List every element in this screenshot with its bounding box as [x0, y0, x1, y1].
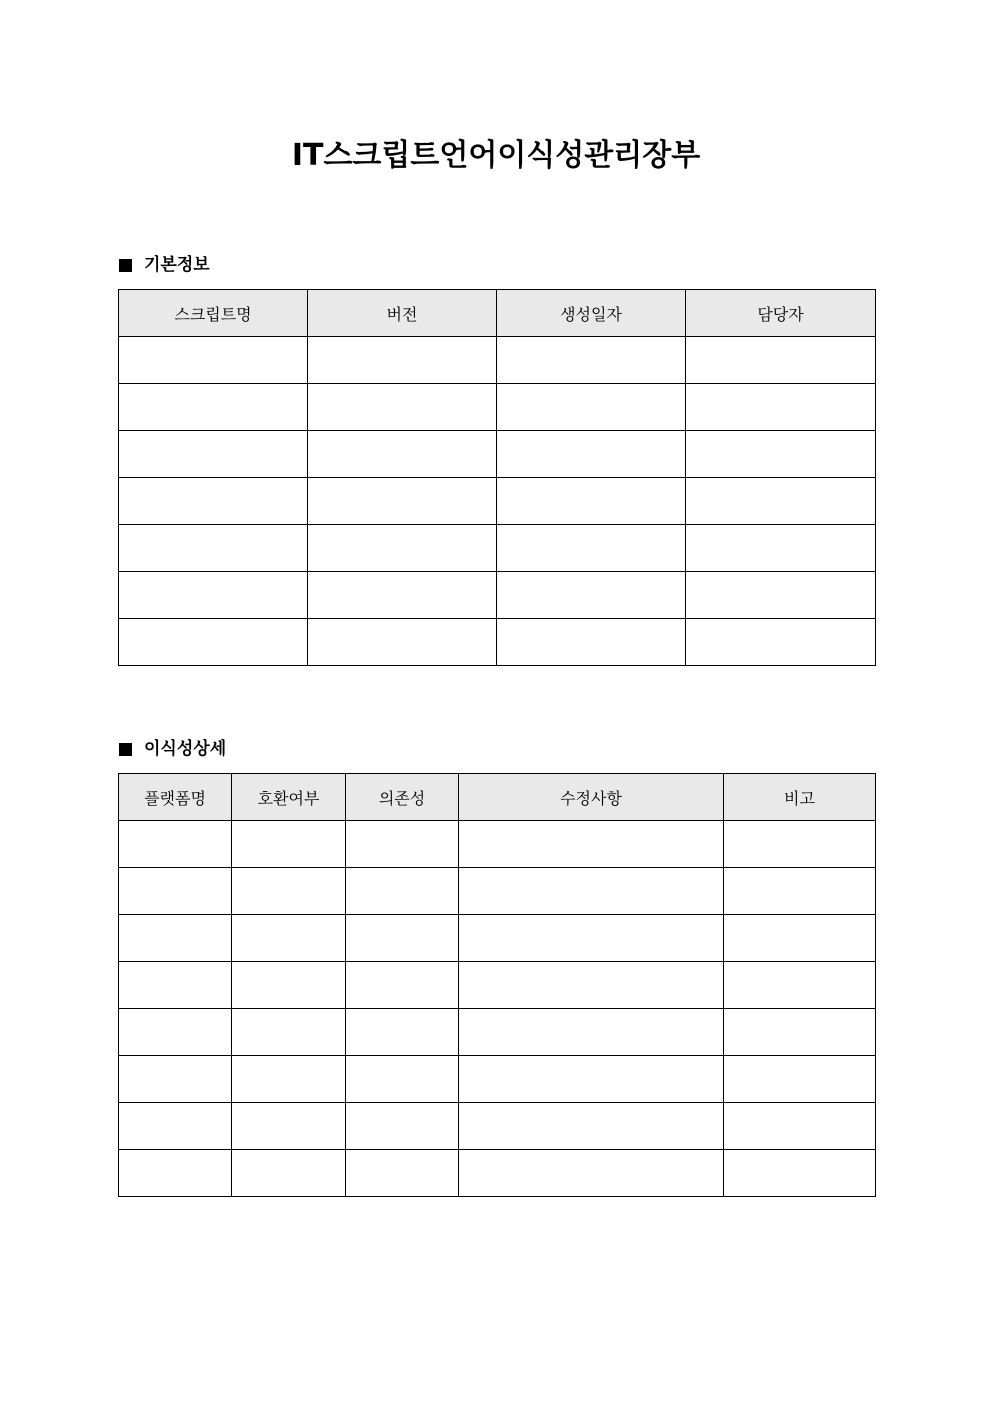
table-cell-version[interactable] — [308, 525, 497, 572]
table-cell-remarks[interactable] — [724, 1150, 876, 1197]
table-cell-modifications[interactable] — [459, 868, 724, 915]
table-row — [119, 337, 876, 384]
table-cell-dependency[interactable] — [346, 1103, 459, 1150]
column-header-version: 버전 — [308, 290, 497, 337]
column-header-remarks: 비고 — [724, 774, 876, 821]
table-row — [119, 1056, 876, 1103]
table-row — [119, 962, 876, 1009]
table-cell-modifications[interactable] — [459, 1009, 724, 1056]
column-header-script-name: 스크립트명 — [119, 290, 308, 337]
basic-info-table-body — [119, 337, 876, 666]
table-cell-owner[interactable] — [686, 337, 876, 384]
table-cell-platform-name[interactable] — [119, 1103, 232, 1150]
column-header-created-date: 생성일자 — [497, 290, 686, 337]
table-cell-platform-name[interactable] — [119, 1150, 232, 1197]
table-row — [119, 525, 876, 572]
table-cell-platform-name[interactable] — [119, 821, 232, 868]
table-cell-remarks[interactable] — [724, 1056, 876, 1103]
column-header-platform-name: 플랫폼명 — [119, 774, 232, 821]
table-cell-platform-name[interactable] — [119, 962, 232, 1009]
column-header-compatibility: 호환여부 — [232, 774, 346, 821]
table-cell-created-date[interactable] — [497, 337, 686, 384]
table-cell-remarks[interactable] — [724, 821, 876, 868]
section-heading-label: 기본정보 — [144, 255, 210, 275]
table-cell-version[interactable] — [308, 384, 497, 431]
table-cell-version[interactable] — [308, 572, 497, 619]
table-row — [119, 572, 876, 619]
table-header-row — [119, 290, 876, 337]
table-cell-compatibility[interactable] — [232, 1103, 346, 1150]
table-cell-dependency[interactable] — [346, 1150, 459, 1197]
table-cell-owner[interactable] — [686, 431, 876, 478]
table-cell-compatibility[interactable] — [232, 962, 346, 1009]
table-cell-created-date[interactable] — [497, 572, 686, 619]
table-cell-dependency[interactable] — [346, 868, 459, 915]
table-row — [119, 1103, 876, 1150]
table-cell-script-name[interactable] — [119, 525, 308, 572]
table-cell-script-name[interactable] — [119, 337, 308, 384]
table-cell-created-date[interactable] — [497, 619, 686, 666]
table-cell-remarks[interactable] — [724, 868, 876, 915]
table-cell-remarks[interactable] — [724, 915, 876, 962]
table-cell-platform-name[interactable] — [119, 868, 232, 915]
table-cell-script-name[interactable] — [119, 431, 308, 478]
table-cell-compatibility[interactable] — [232, 1056, 346, 1103]
table-cell-platform-name[interactable] — [119, 1056, 232, 1103]
table-cell-compatibility[interactable] — [232, 868, 346, 915]
table-row — [119, 915, 876, 962]
table-cell-owner[interactable] — [686, 619, 876, 666]
section-heading-portability-detail — [119, 737, 226, 761]
table-row — [119, 821, 876, 868]
table-cell-owner[interactable] — [686, 478, 876, 525]
table-cell-script-name[interactable] — [119, 384, 308, 431]
table-cell-script-name[interactable] — [119, 478, 308, 525]
table-cell-created-date[interactable] — [497, 431, 686, 478]
square-bullet-icon — [119, 259, 132, 272]
table-row — [119, 384, 876, 431]
column-header-owner: 담당자 — [686, 290, 876, 337]
table-row — [119, 1150, 876, 1197]
table-row — [119, 1009, 876, 1056]
basic-info-table — [118, 289, 876, 666]
table-cell-modifications[interactable] — [459, 821, 724, 868]
table-cell-version[interactable] — [308, 431, 497, 478]
table-cell-platform-name[interactable] — [119, 915, 232, 962]
column-header-modifications: 수정사항 — [459, 774, 724, 821]
table-cell-version[interactable] — [308, 619, 497, 666]
square-bullet-icon — [119, 743, 132, 756]
table-cell-modifications[interactable] — [459, 1103, 724, 1150]
table-cell-dependency[interactable] — [346, 1009, 459, 1056]
table-cell-dependency[interactable] — [346, 962, 459, 1009]
table-cell-compatibility[interactable] — [232, 821, 346, 868]
table-cell-owner[interactable] — [686, 384, 876, 431]
table-row — [119, 619, 876, 666]
table-cell-owner[interactable] — [686, 572, 876, 619]
table-cell-remarks[interactable] — [724, 1009, 876, 1056]
table-row — [119, 478, 876, 525]
table-cell-created-date[interactable] — [497, 384, 686, 431]
section-heading-basic-info — [119, 253, 210, 277]
table-cell-script-name[interactable] — [119, 572, 308, 619]
table-cell-compatibility[interactable] — [232, 1150, 346, 1197]
table-cell-modifications[interactable] — [459, 915, 724, 962]
table-cell-version[interactable] — [308, 337, 497, 384]
portability-detail-table-body — [119, 821, 876, 1197]
page-title: IT스크립트언어이식성관리장부 — [291, 138, 701, 173]
column-header-dependency: 의존성 — [346, 774, 459, 821]
table-cell-modifications[interactable] — [459, 1056, 724, 1103]
table-cell-modifications[interactable] — [459, 962, 724, 1009]
table-cell-created-date[interactable] — [497, 478, 686, 525]
table-cell-compatibility[interactable] — [232, 915, 346, 962]
table-cell-owner[interactable] — [686, 525, 876, 572]
table-cell-dependency[interactable] — [346, 1056, 459, 1103]
table-row — [119, 868, 876, 915]
table-cell-dependency[interactable] — [346, 915, 459, 962]
portability-detail-table — [118, 773, 876, 1197]
section-heading-label: 이식성상세 — [144, 739, 227, 759]
table-cell-modifications[interactable] — [459, 1150, 724, 1197]
table-row — [119, 431, 876, 478]
table-cell-dependency[interactable] — [346, 821, 459, 868]
table-cell-platform-name[interactable] — [119, 1009, 232, 1056]
table-cell-script-name[interactable] — [119, 619, 308, 666]
table-cell-version[interactable] — [308, 478, 497, 525]
table-cell-created-date[interactable] — [497, 525, 686, 572]
table-header-row — [119, 774, 876, 821]
table-cell-compatibility[interactable] — [232, 1009, 346, 1056]
table-cell-remarks[interactable] — [724, 1103, 876, 1150]
table-cell-remarks[interactable] — [724, 962, 876, 1009]
